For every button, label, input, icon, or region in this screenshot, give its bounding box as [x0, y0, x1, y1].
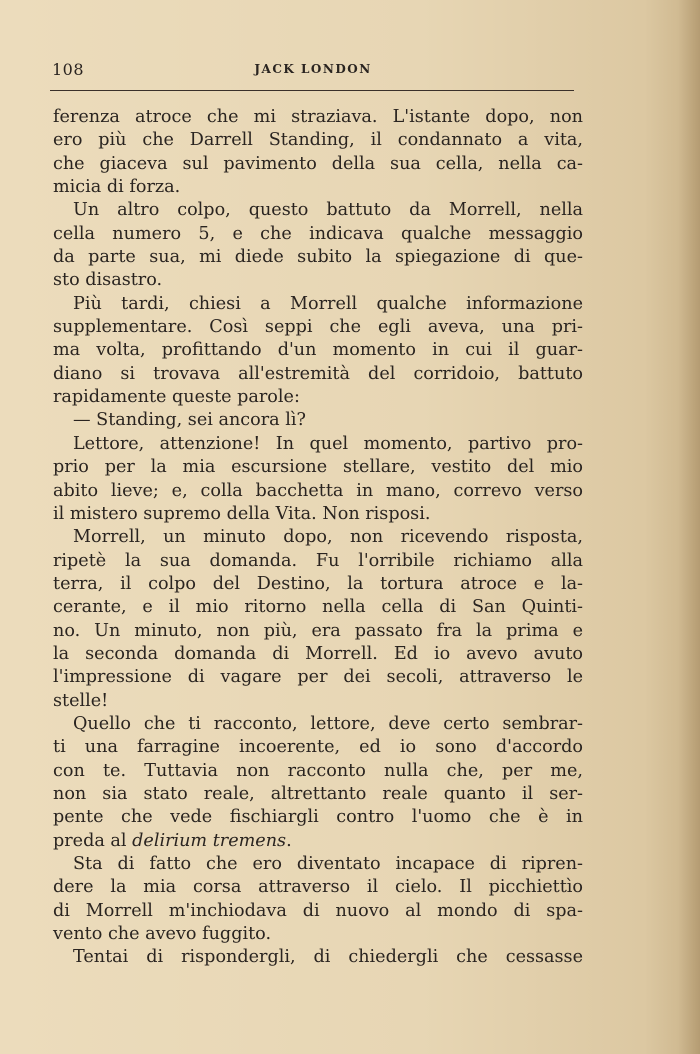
text-line [53, 923, 583, 946]
text-line [53, 853, 583, 876]
text-line [53, 456, 583, 479]
text-line [53, 900, 583, 923]
text-line [53, 480, 583, 503]
text-line-content: cella numero 5, e che indicava qualche messaggio [53, 223, 583, 244]
text-line [53, 363, 583, 386]
text-line [53, 876, 583, 899]
text-line [53, 246, 583, 269]
text-line-content: Un altro colpo, questo battuto da Morrell, nella [73, 200, 583, 221]
text-line-content: con te. Tuttavia non racconto nulla che, per me, [53, 760, 583, 781]
text-line-content: ti una farragine incoerente, ed io sono d'accordo [53, 737, 583, 758]
text-line [53, 153, 583, 176]
text-line-content: ripetè la sua domanda. Fu l'orribile richiamo alla [53, 550, 583, 571]
text-line [53, 339, 583, 362]
text-line [53, 736, 583, 759]
text-line-content: vento che avevo fuggito. [53, 924, 272, 945]
text-line [53, 199, 583, 222]
body-text [53, 106, 583, 970]
text-line [53, 596, 583, 619]
text-line [53, 830, 583, 853]
text-line-content: Tentai di rispondergli, di chiedergli che cessasse [73, 947, 583, 968]
text-line [53, 573, 583, 596]
text-line-content: — Standing, sei ancora lì? [73, 410, 306, 431]
text-line [53, 643, 583, 666]
text-line [53, 503, 583, 526]
text-line [53, 946, 583, 969]
text-line [53, 666, 583, 689]
text-line [53, 806, 583, 829]
text-line-content: micia di forza. [53, 177, 181, 198]
text-line-content: cerante, e il mio ritorno nella cella di San Quinti- [53, 597, 583, 618]
text-line-tail: . [286, 830, 292, 851]
text-line [53, 433, 583, 456]
text-line-content: dere la mia corsa attraverso il cielo. Il picchiettìo [53, 877, 583, 898]
text-line-content: Più tardi, chiesi a Morrell qualche informazione [73, 293, 583, 314]
text-line-content: ma volta, profittando d'un momento in cui il guar- [53, 340, 583, 361]
text-line-content: stelle! [53, 690, 109, 711]
text-line-content: la seconda domanda di Morrell. Ed io avevo avuto [53, 643, 583, 664]
text-line-content: abito lieve; e, colla bacchetta in mano, correvo verso [53, 480, 583, 501]
text-line [53, 713, 583, 736]
text-line-content: preda al [53, 830, 133, 851]
text-line [53, 316, 583, 339]
text-line-content: da parte sua, mi diede subito la spiegazione di que- [53, 247, 583, 268]
text-line-content: rapidamente queste parole: [53, 387, 300, 408]
text-line-content: terra, il colpo del Destino, la tortura atroce e la- [53, 573, 583, 594]
text-line [53, 269, 583, 292]
text-line-content: Morrell, un minuto dopo, non ricevendo risposta, [73, 527, 583, 548]
text-line-content: Quello che ti racconto, lettore, deve certo sembrar- [73, 713, 583, 734]
text-line [53, 690, 583, 713]
text-line-content: no. Un minuto, non più, era passato fra la prima e [53, 620, 583, 641]
text-line-content: che giaceva sul pavimento della sua cella, nella ca- [53, 153, 583, 174]
text-line [53, 176, 583, 199]
running-header [52, 60, 574, 86]
text-line [53, 386, 583, 409]
text-line-content: diano si trovava all'estremità del corridoio, battuto [53, 363, 583, 384]
page-edge-shadow [678, 0, 700, 1054]
text-line [53, 129, 583, 152]
text-line-content: prio per la mia escursione stellare, vestito del mio [53, 457, 583, 478]
italic-phrase: delirium tremens [132, 830, 287, 851]
text-line [53, 760, 583, 783]
text-line-content: il mistero supremo della Vita. Non risposi. [53, 503, 431, 524]
running-title: JACK LONDON [254, 62, 372, 76]
text-line [53, 293, 583, 316]
text-line-content: ferenza atroce che mi straziava. L'istante dopo, non [53, 107, 583, 127]
text-line [53, 526, 583, 549]
text-line-content: supplementare. Così seppi che egli aveva, una pri- [53, 317, 583, 338]
text-line-content: sto disastro. [53, 270, 163, 291]
text-line-content: di Morrell m'inchiodava di nuovo al mondo di spa- [53, 900, 583, 921]
text-line-content: ero più che Darrell Standing, il condannato a vita, [53, 130, 583, 151]
page-number: 108 [52, 60, 85, 79]
text-line [53, 106, 583, 129]
text-line [53, 550, 583, 573]
text-line [53, 783, 583, 806]
text-line-content: Lettore, attenzione! In quel momento, partivo pro- [73, 433, 583, 454]
text-line-content: Sta di fatto che ero diventato incapace di ripren- [73, 854, 583, 874]
text-line-content: pente che vede fischiargli contro l'uomo che è in [53, 807, 583, 828]
text-line [53, 409, 583, 432]
text-line [53, 223, 583, 246]
text-line-content: non sia stato reale, altrettanto reale quanto il ser- [53, 783, 583, 804]
text-line-content: l'impressione di vagare per dei secoli, attraverso le [53, 667, 583, 688]
text-line [53, 620, 583, 643]
header-rule [50, 90, 574, 91]
